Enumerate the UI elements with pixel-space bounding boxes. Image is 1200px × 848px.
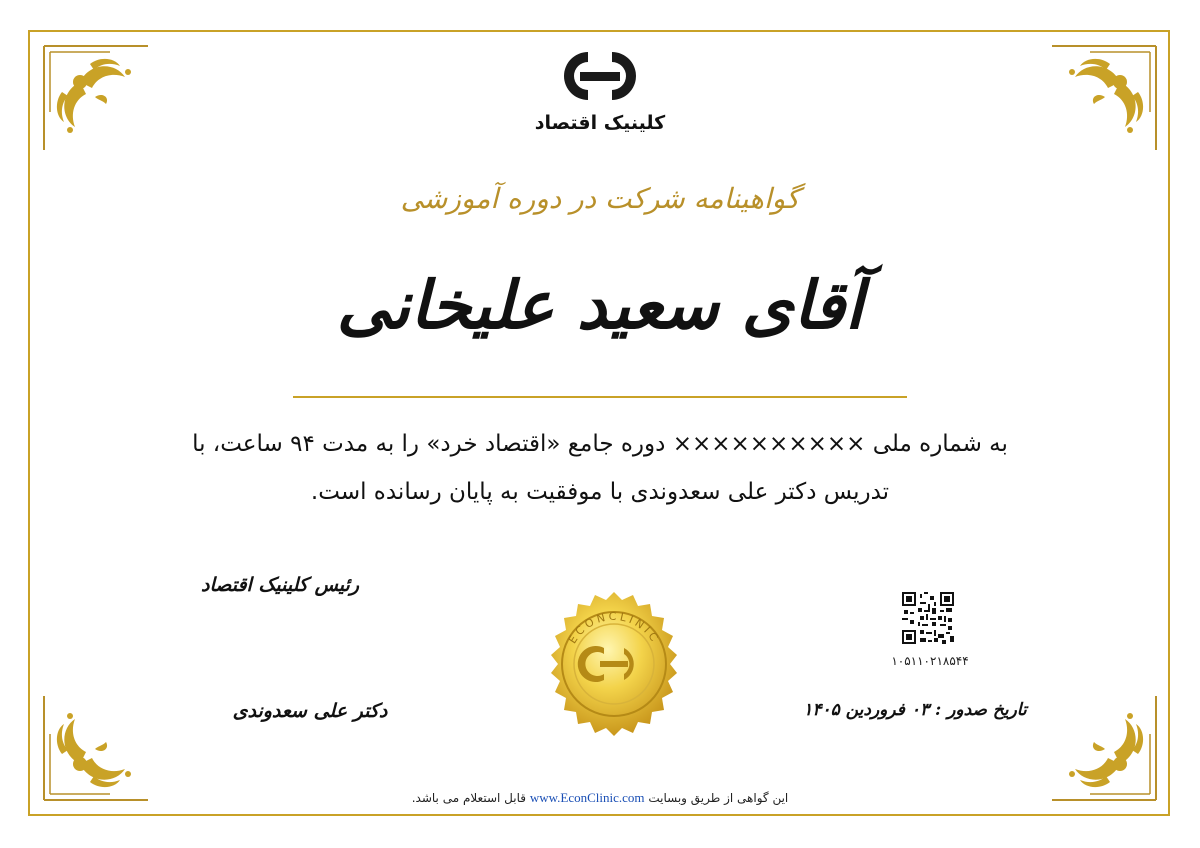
body-line-2: تدریس دکتر علی سعدوندی با موفقیت به پایان رسانده است. — [310, 479, 890, 505]
corner-ornament-icon — [40, 692, 152, 804]
qr-code-icon[interactable] — [902, 592, 954, 644]
gold-seal-icon — [538, 588, 690, 740]
recipient-name: آقای سعید علیخانی — [336, 266, 864, 344]
footer-note — [300, 790, 900, 806]
certificate-body — [180, 420, 1020, 516]
svg-text:ECONCLINIC: ECONCLINIC — [565, 609, 663, 647]
signatory-title: رئیس کلینیک اقتصاد — [200, 574, 359, 596]
econclinic-logo-icon — [558, 46, 642, 106]
corner-ornament-icon — [1048, 692, 1160, 804]
footer-prefix: این گواهی از طریق وبسایت — [648, 791, 789, 805]
issue-date: تاریخ صدور : ۰۳ فروردین ۱۴۰۵ — [803, 700, 1027, 720]
signatory-name: دکتر علی سعدوندی — [232, 700, 388, 722]
footer-suffix: قابل استعلام می باشد. — [411, 791, 526, 805]
body-line-1: به شماره ملی ×××××××××× دوره جامع «اقتصاد خرد» را به مدت ۹۴ ساعت، با — [192, 431, 1008, 457]
corner-ornament-icon — [40, 42, 152, 154]
serial-number: ۱۰۵۱۱۰۲۱۸۵۴۴ — [891, 654, 969, 668]
website-link[interactable]: www.EconClinic.com — [529, 790, 645, 805]
certificate-subtitle: گواهینامه شرکت در دوره آموزشی — [400, 182, 800, 215]
corner-ornament-icon — [1048, 42, 1160, 154]
logo-wordmark: کلینیک اقتصاد — [534, 112, 666, 134]
divider — [293, 396, 907, 398]
